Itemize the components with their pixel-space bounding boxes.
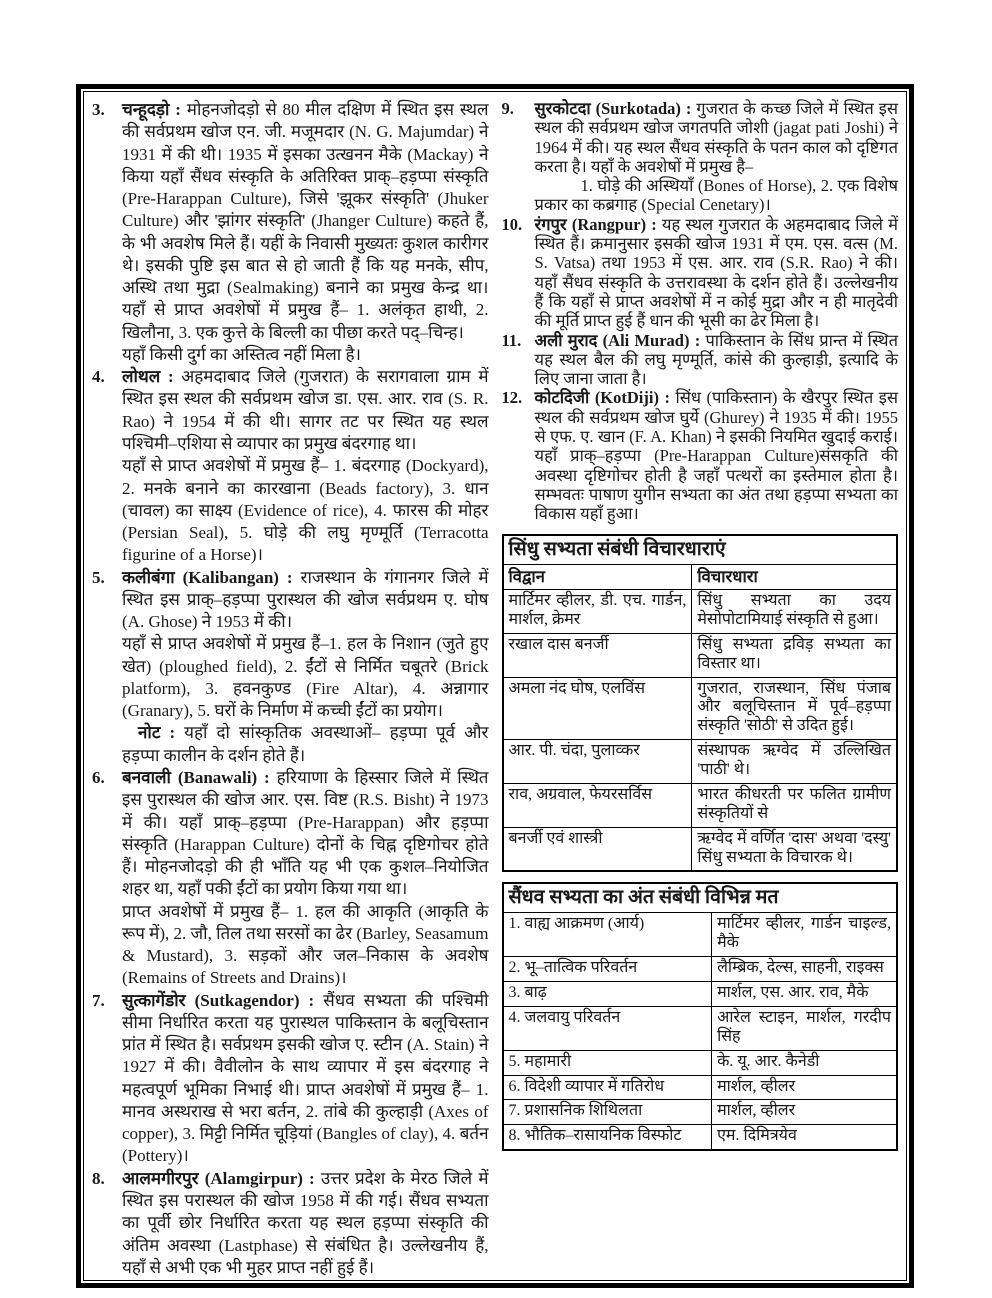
entry-paragraph: यहाँ से प्राप्त अवशेषों में प्रमुख हैं– 1. बंदरगाह (Dockyard), 2. मनके बनाने का कारखाना (Beads factory), 3. धान (चावल) का साक्ष्य (Evidence of rice), 4. फारस की मोहर (Persian Seal), 5. घोड़े की लघु मृण्मूर्ति (Terracotta figurine of a Horse)। (122, 456, 489, 565)
entry-3-chanhudaro (92, 99, 489, 366)
site-name: बनवाली (Banawali) : (122, 767, 270, 787)
entry-6-banawali (92, 767, 489, 990)
note-body: यहाँ दो सांस्कृतिक अवस्थाओं– हड़प्पा पूर्व और हड़प्पा कालीन के दर्शन होते हैं। (122, 723, 489, 765)
proponent-cell: आरेल स्टाइन, मार्शल, गरदीप सिंह (712, 1006, 897, 1050)
entry-number: 5. (92, 567, 105, 587)
entry-body: पाकिस्तान के सिंध प्रान्त में स्थित यह स्थल बैल की लघु मृण्मूर्ति, कांसे की कुल्हाड़ी, इत्यादि के लिए जाना जाता है। (534, 330, 898, 389)
entry-number: 9. (501, 99, 514, 118)
theory-cell: 7. प्रशासनिक शिथिलता (503, 1100, 712, 1125)
entry-paragraph: प्राप्त अवशेषों में प्रमुख हैं– 1. हल की आकृति (आकृति के रूप में), 2. जौ, तिल तथा सरसों का ढेर (Barley, Seasamum & Mustard), 3. सड़कों और जल–निकास के अवशेष (Remains of Streets and Drains)। (122, 901, 489, 988)
site-name: अली मुराद (Ali Murad) : (534, 330, 701, 350)
entry-number: 12. (501, 388, 523, 408)
site-name: चन्हूदड़ो : (122, 100, 181, 119)
column-header-scholar: विद्वान (503, 564, 692, 589)
theory-cell: 2. भू–तात्विक परिवर्तन (503, 957, 712, 982)
entry-text (122, 99, 489, 366)
entry-text (535, 388, 899, 523)
ideology-cell: ऋग्वेद में वर्णित 'दास' अथवा 'दस्यु' सिंधु सभ्यता के विचारक थे। (692, 827, 897, 871)
entry-body: गुजरात के कच्छ जिले में स्थित इस स्थल की सर्वप्रथम खोज जगतपति जोशी (jagat pati Joshi) ने 1964 में की। यह स्थल सैंधव संस्कृति के पतन काल को दृष्टिगत करता है। यहाँ के अवशेषों में प्रमुख है– (534, 99, 898, 176)
proponent-cell: मार्शल, एस. आर. राव, मैके (712, 982, 897, 1007)
entry-paragraph (535, 99, 899, 176)
page-content (83, 91, 907, 1281)
entry-body: सिंध (पाकिस्तान) के खैरपुर स्थित इस स्थल की सर्वप्रथम खोज घुर्ये (Ghurey) ने 1935 में की। 1955 से एफ. ए. खान (F. A. Khan) ने इसकी नियमित खुदाई कराई। यहाँ प्राक्–हड़प्पा (Pre-Harappan Culture)संसकृति की अवस्था दृष्टिगोचर होती है जहाँ पत्थरों का इस्तेमाल होता है। सम्भवतः पाषाण युगीन सभ्यता का अंत तथा हड़प्पा सभ्यता का विकास यहाँ हुआ। (534, 388, 899, 524)
proponent-cell: मार्टिमर व्हीलर, गार्डन चाइल्ड, मैके (712, 913, 897, 957)
entry-paragraph (122, 1168, 489, 1279)
entry-number: 8. (92, 1168, 105, 1188)
entry-7-sutkagendor (92, 990, 489, 1168)
end-theories-table (502, 882, 899, 1151)
note-label: नोट : (138, 723, 176, 743)
proponent-cell: मार्शल, व्हीलर (712, 1100, 897, 1125)
entry-note (122, 722, 489, 767)
entry-text (122, 567, 489, 767)
scholar-cell: रखाल दास बनर्जी (503, 633, 692, 677)
ideology-cell: संस्थापक ऋग्वेद में उल्लिखित 'पाठी' थे। (692, 740, 897, 784)
site-name: कोटदिजी (KotDiji) : (534, 388, 670, 408)
table-row (503, 740, 898, 784)
scholar-cell: आर. पी. चंदा, पुलाव्कर (503, 740, 692, 784)
entry-number: 11. (501, 330, 522, 350)
entry-4-lothal (92, 366, 489, 566)
entry-5-kalibangan (92, 567, 489, 767)
scholar-cell: मार्टिमर व्हीलर, डी. एच. गार्डन, मार्शल, क्रेमर (503, 590, 692, 634)
entry-number: 6. (92, 767, 105, 787)
entry-9-surkotada (502, 99, 899, 215)
entry-paragraph: यहाँ किसी दुर्ग का अस्तित्व नहीं मिला है। (122, 344, 361, 364)
site-name: सुरकोटदा (Surkotada) : (534, 99, 692, 118)
entry-text (122, 767, 489, 990)
table-row (503, 1075, 898, 1100)
table-row (503, 1125, 898, 1150)
site-name: रंगपुर (Rangpur) : (534, 214, 657, 234)
ideology-cell: सिंधु सभ्यता द्रविड़ सभ्यता का विस्तार था। (692, 633, 897, 677)
theory-cell: 5. महामारी (503, 1050, 712, 1075)
table-row (503, 633, 898, 677)
theory-cell: 8. भौतिक–रासायनिक विस्फोट (503, 1125, 712, 1150)
column-header-ideology: विचारधारा (692, 564, 897, 589)
entry-text (535, 215, 899, 331)
site-name: सुत्कागेंडोर (Sutkagendor) : (122, 990, 315, 1010)
table-row (503, 590, 898, 634)
entry-paragraph (535, 331, 899, 389)
scholars-ideology-table (502, 534, 899, 873)
table-row (503, 957, 898, 982)
proponent-cell: मार्शल, व्हीलर (712, 1075, 897, 1100)
table-row (503, 1100, 898, 1125)
scholar-cell: बनर्जी एवं शास्त्री (503, 827, 692, 871)
theory-cell: 3. बाढ़ (503, 982, 712, 1007)
entry-text (122, 366, 489, 566)
ideology-cell: भारत कीधरती पर फलित ग्रामीण संस्कृतियों से (692, 783, 897, 827)
entry-text (122, 990, 489, 1168)
site-name: आलमगीरपुर (Alamgirpur) : (122, 1168, 315, 1188)
entry-paragraph (535, 215, 899, 331)
table-title: सैंधव सभ्यता का अंत संबंधी विभिन्न मत (503, 883, 898, 913)
table-title: सिंधु सभ्यता संबंधी विचारधाराएं (503, 535, 898, 565)
entry-10-rangpur (502, 215, 899, 331)
entry-number: 3. (92, 100, 105, 119)
right-column (502, 99, 899, 1274)
table-row (503, 677, 898, 740)
table-row (503, 827, 898, 871)
theory-cell: 1. वाह्य आक्रमण (आर्य) (503, 913, 712, 957)
site-name: लोथल : (122, 367, 174, 387)
entry-number: 4. (92, 367, 105, 387)
entry-body: मोहनजोदड़ो से 80 मील दक्षिण में स्थित इस स्थल की सर्वप्रथम खोज एन. जी. मजूमदार (N. G. Majumdar) ने 1931 में की थी। 1935 में इसका उत्खनन मैके (Mackay) ने किया यहाँ सैंधव संस्कृति के अतिरिक्त प्राक्–हड़प्पा संस्कृति (Pre-Harappan Culture), जिसे 'झूकर संस्कृति' (Jhuker Culture) और 'झांगर संस्कृति' (Jhanger Culture) कहते हैं, के भी अवशेष मिले हैं। यहीं के निवासी मुख्यतः कुशल कारीगर थे। इसकी पुष्टि इस बात से हो जाती हैं कि यह मनके, सीप, अस्थि तथा मुद्रा (Sealmaking) बनाने का प्रमुख केन्द्र था। यहाँ से प्राप्त अवशेषों में प्रमुख हैं– 1. अलंकृत हाथी, 2. खिलौना, 3. एक कुत्ते के बिल्ली का पीछा करते पद्–चिन्ह। (122, 100, 489, 342)
ideology-cell: गुजरात, राजस्थान, सिंध पंजाब और बलूचिस्तान में पूर्व–हड़प्पा संस्कृति 'सोठी' से उदित हुई। (692, 677, 897, 740)
site-name: कलीबंगा (Kalibangan) : (122, 567, 293, 587)
entry-body: यह स्थल गुजरात के अहमदाबाद जिले में स्थित हैं। क्रमानुसार इसकी खोज 1931 में एम. एस. वत्स (M. S. Vatsa) तथा 1953 में एस. आर. राव (S.R. Rao) ने की। यहाँ सैंधव संस्कृति के उत्तरावस्था के दर्शन होते हैं। उल्लेखनीय हैं कि यहाँ से प्राप्त अवशेषों में न कोई मुद्रा और न ही मातृदेवी की मूर्ति प्राप्त हुई हैं धान की भूसी का ढेर मिला है। (534, 214, 898, 331)
scholar-cell: राव, अग्रवाल, फेयरसर्विस (503, 783, 692, 827)
entry-12-kotdiji (502, 388, 899, 523)
left-column (92, 99, 489, 1277)
entry-text (535, 99, 899, 215)
entry-paragraph (122, 99, 489, 344)
table-row (503, 982, 898, 1007)
proponent-cell: के. यू. आर. कैनेडी (712, 1050, 897, 1075)
table-row (503, 783, 898, 827)
entry-body: सैंधव सभ्यता की पश्चिमी सीमा निर्धारित करता यह पुरास्थल पाकिस्तान के बलूचिस्तान प्रांत में स्थित है। सर्वप्रथम इसकी खोज ए. स्टीन (A. Stain) ने 1927 में की। वैवीलोन के साथ व्यापार में इस बंदरगाह ने महत्वपूर्ण भूमिका निभाई थी। प्राप्त अवशेषों में प्रमुख हैं– 1. मानव अस्थराख से भरा बर्तन, 2. तांबे की कुल्हाड़ी (Axes of copper), 3. मिट्टी निर्मित चूड़ियां (Bangles of clay), 4. बर्तन (Pottery)। (122, 990, 489, 1166)
page-border (76, 84, 914, 1288)
entry-text (535, 331, 899, 389)
entry-paragraph (122, 567, 489, 634)
entry-paragraph: यहाँ से प्राप्त अवशेषों में प्रमुख हैं–1. हल के निशान (जुते हुए खेत) (ploughed field), 2. ईंटों से निर्मित चबूतरे (Brick platform), 3. हवनकुण्ड (Fire Altar), 4. अन्नागार (Granary), 5. घरों के निर्माण में कच्ची ईंटों का प्रयोग। (122, 634, 489, 721)
entry-body: अहमदाबाद जिले (गुजरात) के सरागवाला ग्राम में स्थित इस स्थल की सर्वप्रथम खोज डा. एस. आर. राव (S. R. Rao) ने 1954 में की थी। सागर तट पर स्थित यह स्थल पश्चिमी–एशिया से व्यापार का प्रमुख बंदरगाह था। (122, 367, 489, 453)
entry-paragraph (122, 366, 489, 455)
theory-cell: 6. विदेशी व्यापार में गतिरोध (503, 1075, 712, 1100)
table-row (503, 1050, 898, 1075)
theory-cell: 4. जलवायु परिवर्तन (503, 1006, 712, 1050)
proponent-cell: लैम्ब्रिक, देल्स, साहनी, राइक्स (712, 957, 897, 982)
entry-paragraph (122, 990, 489, 1168)
ideology-cell: सिंधु सभ्यता का उदय मेसोपोटामियाई संस्कृति से हुआ। (692, 590, 897, 634)
entry-paragraph (122, 767, 489, 901)
proponent-cell: एम. दिमित्रयेव (712, 1125, 897, 1150)
entry-11-ali-murad (502, 331, 899, 389)
entry-body: उत्तर प्रदेश के मेरठ जिले में स्थित इस परास्थल की खोज 1958 में की गई। सैंधव सभ्यता का पूर्वी छोर निर्धारित करता यह स्थल हड़प्पा संस्कृति की अंतिम अवस्था (Lastphase) से संबंधित है। उल्लेखनीय हैं, यहाँ से अभी एक भी मुहर प्राप्त नहीं हुई हैं। (122, 1168, 489, 1277)
entry-text (122, 1168, 489, 1279)
entry-8-alamgirpur (92, 1168, 489, 1279)
table-row (503, 913, 898, 957)
entry-paragraph: 1. घोड़े की अस्थियाँ (Bones of Horse), 2. एक विशेष प्रकार का कब्रगाह (Special Cenetary)। (534, 176, 898, 215)
entry-number: 7. (92, 990, 105, 1010)
entry-paragraph (535, 388, 899, 523)
entry-number: 10. (501, 214, 523, 234)
entry-body: हरियाणा के हिस्सार जिले में स्थित इस पुरास्थल की खोज आर. एस. विष्ट (R.S. Bisht) ने 1973 में की। यहाँ प्राक्–हड़प्पा (Pre-Harappan) और हड़प्पा संस्कृति (Harappan Culture) दोनों के चिह्न दृष्टिगोचर होते हैं। मोहनजोदड़ो की ही भाँति यह भी एक कुशल–नियोजित शहर था, यहाँ पकी ईंटों का प्रयोग किया गया था। (122, 767, 489, 899)
entry-body: राजस्थान के गंगानगर जिले में स्थित इस प्राक्–हड़प्पा पुरास्थल की खोज सर्वप्रथम ए. घोष (A. Ghose) ने 1953 में की। (122, 567, 489, 632)
table-row (503, 1006, 898, 1050)
scholar-cell: अमला नंद घोष, एलविंस (503, 677, 692, 740)
